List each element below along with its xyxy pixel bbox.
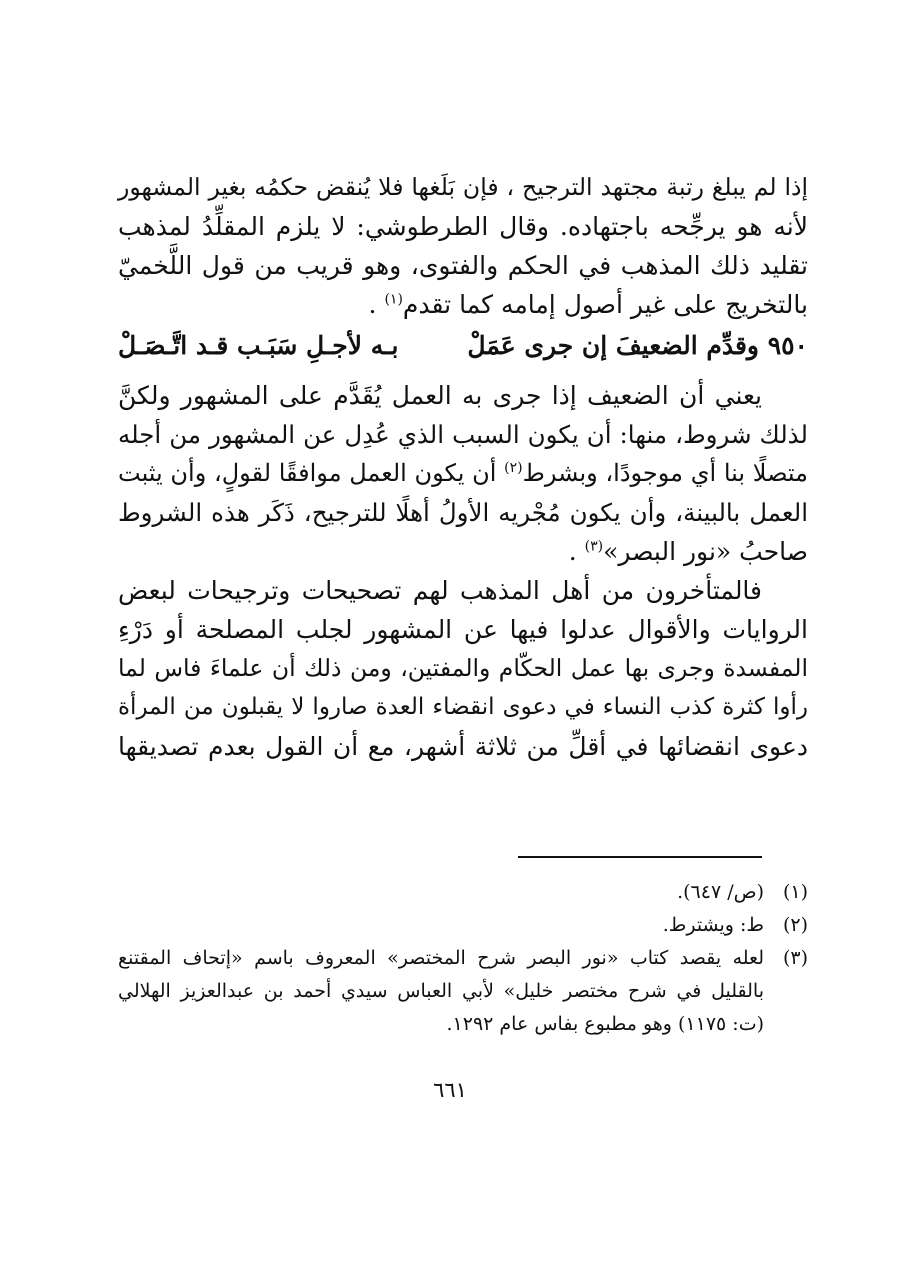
footnote-text xyxy=(118,876,764,909)
footnote-line: بالقليل في شرح مختصر خليل» لأبي العباس سيدي أحمد بن عبدالعزيز الهلالي xyxy=(118,980,764,1002)
footnote-3 xyxy=(118,942,808,1041)
verse-text-1: وقدِّم الضعيفَ إن جرى عَمَلْ xyxy=(467,331,759,360)
text-line xyxy=(118,532,808,571)
footnote-line: ط: ويشترط. xyxy=(662,914,764,936)
text-line: رأوا كثرة كذب النساء في دعوى انقضاء العدة صاروا لا يقبلون من المرأة xyxy=(118,694,808,720)
text-segment: أن يكون العمل موافقًا لقولٍ، وأن يثبت xyxy=(118,459,497,487)
footnote-separator xyxy=(518,856,762,858)
page-number: ٦٦١ xyxy=(433,1078,467,1102)
footnote-text xyxy=(118,909,764,942)
text-line xyxy=(118,285,808,324)
verse-first-hemistich xyxy=(467,326,808,366)
text-line: إذا لم يبلغ رتبة مجتهد الترجيح ، فإن بَلَغها فلا يُنقض حكمُه بغير المشهور xyxy=(118,173,808,201)
text-segment: . xyxy=(368,290,377,319)
footnote-line: (ص/ ٦٤٧). xyxy=(677,881,764,903)
text-segment: متصلًا بنا أي موجودًا، وبشرط xyxy=(522,459,808,487)
footnotes xyxy=(118,876,808,1041)
text-segment: بالتخريج على غير أصول إمامه كما تقدم xyxy=(402,290,808,319)
footnote-text xyxy=(118,942,764,1041)
paragraph-1 xyxy=(118,168,808,324)
text-segment: صاحبُ «نور البصر» xyxy=(603,537,808,566)
text-line: فالمتأخرون من أهل المذهب لهم تصحيحات وترجيحات لبعض xyxy=(118,576,762,605)
footnote-line: لعله يقصد كتاب «نور البصر شرح المختصر» المعروف باسم «إتحاف المقتنع xyxy=(118,947,764,969)
text-line: تقليد ذلك المذهب في الحكم والفتوى، وهو قريب من قول اللَّخميّ xyxy=(118,251,808,280)
footnote-ref-2[interactable]: (٢) xyxy=(504,460,523,476)
text-line: الروايات والأقوال عدلوا فيها عن المشهور لجلب المصلحة أو دَرْءِ xyxy=(118,615,808,644)
footnote-2 xyxy=(118,909,808,942)
paragraph-3 xyxy=(118,571,808,766)
text-line: المفسدة وجرى بها عمل الحكّام والمفتين، ومن ذلك أن علماءَ فاس لما xyxy=(118,654,808,682)
verse-second-hemistich: بـه لأجـلِ سَبَـب قـد اتَّـصَـلْ xyxy=(118,331,399,360)
verse-950 xyxy=(118,326,808,366)
paragraph-2 xyxy=(118,376,808,571)
main-text xyxy=(118,168,808,766)
text-line: لأنه هو يرجِّحه باجتهاده. وقال الطرطوشي: لا يلزم المقلِّدُ لمذهب xyxy=(118,212,808,241)
verse-number: ٩٥٠ xyxy=(767,331,808,360)
footnote-1 xyxy=(118,876,808,909)
text-line: لذلك شروط، منها: أن يكون السبب الذي عُدِل عن المشهور من أجله xyxy=(118,420,808,449)
footnote-number: (١) xyxy=(782,881,808,903)
text-line: العمل بالبينة، وأن يكون مُجْريه الأولُ أهلًا للترجيح، ذَكَر هذه الشروط xyxy=(118,498,808,527)
footnote-number: (٢) xyxy=(782,914,808,936)
text-segment: . xyxy=(568,537,577,566)
text-line: يعني أن الضعيف إذا جرى به العمل يُقَدَّم على المشهور ولكنَّ xyxy=(118,381,762,410)
text-line xyxy=(118,454,808,493)
footnote-number: (٣) xyxy=(782,947,808,969)
footnote-ref-1[interactable]: (١) xyxy=(384,291,403,308)
footnote-ref-3[interactable]: (٣) xyxy=(584,538,604,555)
text-line: دعوى انقضائها في أقلِّ من ثلاثة أشهر، مع أن القول بعدم تصديقها xyxy=(118,732,808,761)
footnote-line: (ت: ١١٧٥) وهو مطبوع بفاس عام ١٢٩٢. xyxy=(446,1013,764,1035)
